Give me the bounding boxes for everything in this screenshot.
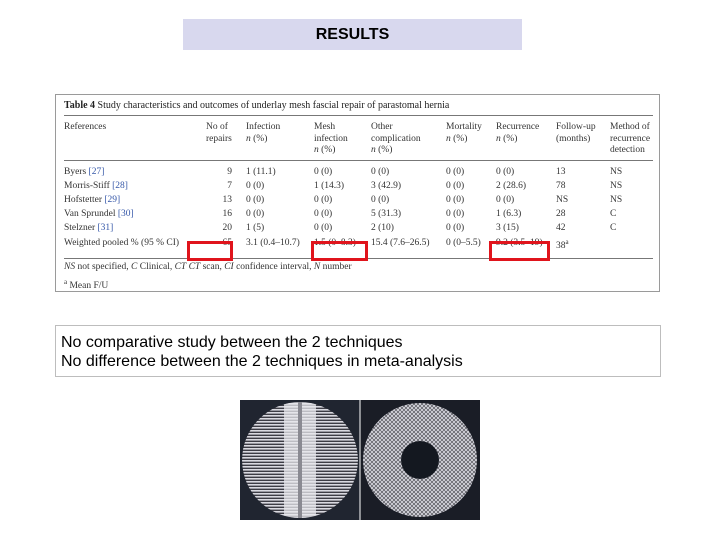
table-cell-ref: Morris-Stiff [28] <box>64 181 128 191</box>
table-header-line: complication <box>371 133 421 144</box>
table-cell-followup: 42 <box>556 223 566 233</box>
table-header-line: recurrence <box>610 133 651 144</box>
table-caption-label: Table 4 <box>64 100 96 111</box>
table-cell-method: NS <box>610 195 623 205</box>
table-rule-top <box>64 115 653 116</box>
conclusion-box <box>55 325 661 377</box>
conclusion-line-1: No comparative study between the 2 techniques <box>61 334 403 351</box>
table-cell-repairs: 20 <box>222 223 232 233</box>
table-cell-other: 3 (42.9) <box>371 181 402 191</box>
table-cell-recurrence: 1 (6.3) <box>496 209 522 219</box>
table-cell-mortality: 0 (0) <box>446 181 465 191</box>
mesh-photos-image <box>240 400 480 520</box>
table-header-line: n (%) <box>446 133 468 144</box>
table-cell-mesh-infection: 1.5 (0–8.3) <box>314 238 356 248</box>
table-cell-infection: 1 (11.1) <box>246 167 276 177</box>
table-header-line: infection <box>314 133 348 144</box>
table-header-cell <box>496 122 539 145</box>
table-header-cell <box>64 122 106 134</box>
highlight-box-mesh-infection <box>311 241 368 261</box>
table-header-line: Other <box>371 122 393 132</box>
table-cell-ref: Stelzner [31] <box>64 223 114 233</box>
mesh-photos <box>240 400 480 520</box>
table-header-line: Follow-up <box>556 122 596 132</box>
table-header-line: (months) <box>556 133 591 144</box>
table-cell-followup: 13 <box>556 167 566 177</box>
table-header-line: Method of <box>610 122 650 132</box>
conclusion-line-2: No difference between the 2 techniques in meta-analysis <box>61 353 463 370</box>
table-cell-mesh-infection: 0 (0) <box>314 223 333 233</box>
table-caption-text: Study characteristics and outcomes of underlay mesh fascial repair of parastomal hernia <box>97 100 450 111</box>
table-header-cell <box>556 122 596 145</box>
table-header-cell <box>206 122 232 145</box>
table-header-line: References <box>64 122 107 132</box>
table-cell-other: 0 (0) <box>371 195 390 205</box>
table-header-line: Recurrence <box>496 122 540 132</box>
table-header-cell <box>371 122 421 157</box>
table-header-cell <box>314 122 348 157</box>
table-cell-repairs: 9 <box>227 167 232 177</box>
table-cell-followup: 38$^a$ <box>556 238 569 252</box>
table-row <box>56 195 659 207</box>
table-header-line: No of <box>206 122 228 132</box>
table-cell-recurrence: 3 (15) <box>496 223 519 233</box>
table-cell-other: 0 (0) <box>371 167 390 177</box>
table-caption <box>64 100 449 111</box>
table-cell-infection: 0 (0) <box>246 209 265 219</box>
table-cell-repairs: 7 <box>227 181 232 191</box>
table-cell-mortality: 0 (0) <box>446 195 465 205</box>
table-row <box>56 167 659 179</box>
table-header-line: n (%) <box>246 133 268 144</box>
table-header-line: Mesh <box>314 122 336 132</box>
table-row <box>56 181 659 193</box>
table-cell-followup: 78 <box>556 181 566 191</box>
highlight-box-repairs <box>187 241 233 261</box>
table-footnote-abbrev: NS not specified, C Clinical, CT CT scan, CI confidence interval, N number <box>64 262 352 272</box>
table-cell-repairs: 16 <box>222 209 232 219</box>
table-header-cell <box>610 122 650 157</box>
slide-title: RESULTS <box>183 19 522 50</box>
table-cell-infection: 0 (0) <box>246 181 265 191</box>
table-cell-other: 15.4 (7.6–26.5) <box>371 238 430 248</box>
table-cell-mortality: 0 (0–5.5) <box>446 238 481 248</box>
table-cell-repairs: 65 <box>222 238 232 248</box>
table-header-line: Infection <box>246 122 281 132</box>
table-cell-other: 2 (10) <box>371 223 394 233</box>
table-cell-ref: Hofstetter [29] <box>64 195 121 205</box>
study-table-image <box>55 94 660 292</box>
table-cell-ref: Weighted pooled % (95 % CI) <box>64 238 180 248</box>
table-cell-followup: NS <box>556 195 569 205</box>
table-cell-mesh-infection: 0 (0) <box>314 195 333 205</box>
table-cell-infection: 0 (0) <box>246 195 265 205</box>
table-cell-recurrence: 9.2 (3.5–19) <box>496 238 543 248</box>
table-cell-mesh-infection: 0 (0) <box>314 167 333 177</box>
table-cell-method: NS <box>610 181 623 191</box>
table-header-line: n (%) <box>314 145 336 155</box>
table-cell-recurrence: 0 (0) <box>496 195 515 205</box>
table-header-line: repairs <box>206 133 232 144</box>
table-cell-method: C <box>610 223 617 233</box>
highlight-box-recurrence <box>489 241 550 261</box>
table-cell-mesh-infection: 0 (0) <box>314 209 333 219</box>
table-header-line: n (%) <box>371 145 393 155</box>
table-cell-method: NS <box>610 167 623 177</box>
table-header-line: n (%) <box>496 133 518 144</box>
table-header-cell <box>246 122 280 145</box>
table-cell-followup: 28 <box>556 209 566 219</box>
table-cell-mortality: 0 (0) <box>446 223 465 233</box>
table-cell-recurrence: 0 (0) <box>496 167 515 177</box>
table-header-cell <box>446 122 482 145</box>
table-cell-repairs: 13 <box>222 195 232 205</box>
table-cell-mortality: 0 (0) <box>446 209 465 219</box>
table-footnote-mean: $^a$ Mean F/U <box>64 278 109 292</box>
table-row <box>56 209 659 221</box>
round-mesh-keyhole <box>363 403 477 517</box>
table-header-line: Mortality <box>446 122 482 132</box>
table-cell-other: 5 (31.3) <box>371 209 402 219</box>
table-cell-mesh-infection: 1 (14.3) <box>314 181 345 191</box>
table-cell-recurrence: 2 (28.6) <box>496 181 527 191</box>
table-header-line: detection <box>610 145 645 155</box>
table-cell-ref: Byers [27] <box>64 167 105 177</box>
table-cell-infection: 1 (5) <box>246 223 265 233</box>
table-row <box>56 223 659 235</box>
table-cell-mortality: 0 (0) <box>446 167 465 177</box>
table-cell-infection: 3.1 (0.4–10.7) <box>246 238 300 248</box>
table-cell-ref: Van Sprundel [30] <box>64 209 134 219</box>
table-rule-header <box>64 160 653 161</box>
table-cell-method: C <box>610 209 617 219</box>
